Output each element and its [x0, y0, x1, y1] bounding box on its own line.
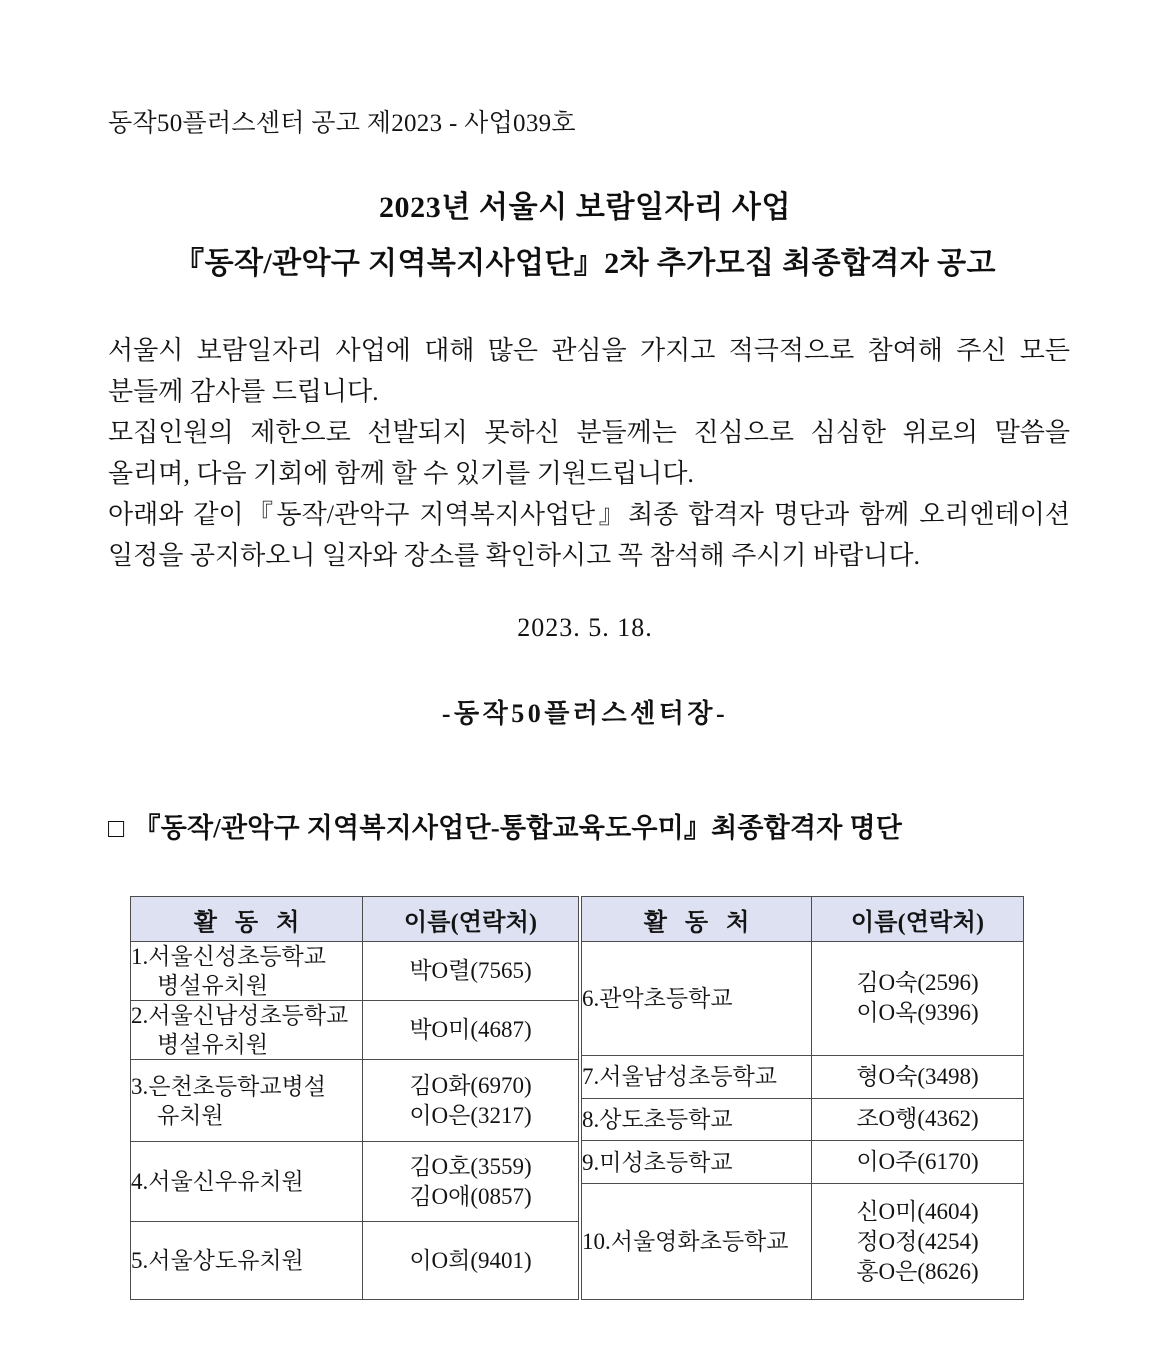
column-header-place-label: 활 동 처	[193, 909, 306, 936]
name-entry: 조O행(4362)	[856, 1106, 979, 1132]
document-title-block	[0, 188, 1170, 284]
table-right-half	[581, 896, 1024, 1300]
cell-names	[812, 1141, 1024, 1184]
column-header-place-label: 활 동 처	[643, 909, 756, 936]
table-row	[582, 1141, 1024, 1184]
cell-names	[812, 1055, 1024, 1098]
name-entry: 형O숙(3498)	[856, 1063, 979, 1089]
cell-place	[582, 1184, 812, 1300]
title-line-2: 『동작/관악구 지역복지사업단』2차 추가모집 최종합격자 공고	[174, 246, 996, 280]
place-line-1: 10.서울영화초등학교	[582, 1229, 789, 1254]
table-row	[582, 1055, 1024, 1098]
name-entry: 홍O은(8626)	[856, 1258, 979, 1284]
checkbox-square-icon: □	[108, 813, 125, 843]
place-line-1: 7.서울남성초등학교	[582, 1064, 777, 1090]
column-header-place	[582, 897, 812, 942]
name-entry: 이O은(3217)	[409, 1102, 532, 1128]
table-row	[131, 1001, 579, 1060]
name-entry: 신O미(4604)	[856, 1198, 979, 1224]
table-row	[582, 1184, 1024, 1300]
column-header-name: 이름(연락처)	[812, 897, 1024, 942]
table-header-row	[582, 897, 1024, 942]
table-row	[131, 1142, 579, 1222]
table-row	[582, 942, 1024, 1056]
cell-names	[812, 942, 1024, 1056]
paragraph-1: 서울시 보람일자리 사업에 대해 많은 관심을 가지고 적극적으로 참여해 주신 모든 분들께 감사를 드립니다.	[108, 336, 1070, 406]
place-line-2: 유치원	[157, 1102, 224, 1128]
name-entry: 정O정(4254)	[856, 1228, 979, 1254]
cell-names	[363, 1222, 579, 1300]
cell-place	[582, 1055, 812, 1098]
place-line-2: 병설유치원	[157, 1032, 269, 1057]
cell-names	[812, 1098, 1024, 1141]
paragraph-2: 모집인원의 제한으로 선발되지 못하신 분들께는 진심으로 심심한 위로의 말씀을 올리며, 다음 기회에 함께 할 수 있기를 기원드립니다.	[108, 418, 1070, 488]
name-entry: 김O화(6970)	[409, 1072, 532, 1098]
body-paragraphs	[108, 330, 1070, 576]
place-line-1: 6.관악초등학교	[582, 985, 733, 1011]
cell-place	[582, 1098, 812, 1141]
place-line-1: 8.상도초등학교	[582, 1106, 733, 1132]
column-header-place	[131, 897, 363, 942]
table-row	[582, 1098, 1024, 1141]
section-heading	[108, 806, 902, 845]
cell-place	[131, 1142, 363, 1222]
name-entry: 김O애(0857)	[409, 1183, 532, 1209]
name-entry: 박O렬(7565)	[409, 958, 532, 983]
final-pass-list-table	[130, 896, 1020, 1300]
cell-place	[131, 1222, 363, 1300]
paragraph-3: 아래와 같이『동작/관악구 지역복지사업단』최종 합격자 명단과 함께 오리엔테이션 일정을 공지하오니 일자와 장소를 확인하시고 꼭 참석해 주시기 바랍니다.	[108, 500, 1070, 570]
cell-place	[131, 942, 363, 1001]
section-heading-text: 『동작/관악구 지역복지사업단-통합교육도우미』최종합격자 명단	[133, 813, 903, 843]
table-left-half	[130, 896, 579, 1300]
table-row	[131, 1222, 579, 1300]
name-entry: 이O희(9401)	[409, 1247, 532, 1273]
cell-names	[812, 1184, 1024, 1300]
cell-names	[363, 1142, 579, 1222]
document-number: 동작50플러스센터 공고 제2023 - 사업039호	[108, 110, 576, 137]
name-entry: 김O숙(2596)	[856, 970, 979, 996]
place-line-1: 1.서울신성초등학교	[131, 944, 326, 969]
place-line-1: 5.서울상도유치원	[131, 1248, 304, 1273]
cell-place	[582, 1141, 812, 1184]
cell-names	[363, 942, 579, 1001]
title-line-1: 2023년 서울시 보람일자리 사업	[378, 191, 792, 224]
place-line-1: 9.미성초등학교	[582, 1149, 733, 1175]
table-row	[131, 1060, 579, 1142]
column-header-name: 이름(연락처)	[363, 897, 579, 942]
name-entry: 김O호(3559)	[409, 1153, 532, 1179]
table-header-row	[131, 897, 579, 942]
cell-place	[582, 942, 812, 1056]
cell-names	[363, 1060, 579, 1142]
table-row	[131, 942, 579, 1001]
name-entry: 이O옥(9396)	[856, 1000, 979, 1026]
place-line-1: 4.서울신우유치원	[131, 1169, 304, 1194]
name-entry: 박O미(4687)	[409, 1017, 532, 1042]
place-line-2: 병설유치원	[157, 973, 269, 998]
cell-names	[363, 1001, 579, 1060]
place-line-1: 3.은천초등학교병설	[131, 1073, 326, 1099]
issuer-signature: -동작50플러스센터장-	[441, 699, 729, 728]
issue-date: 2023. 5. 18.	[517, 613, 653, 642]
cell-place	[131, 1001, 363, 1060]
name-entry: 이O주(6170)	[856, 1149, 979, 1175]
cell-place	[131, 1060, 363, 1142]
place-line-1: 2.서울신남성초등학교	[131, 1003, 349, 1028]
